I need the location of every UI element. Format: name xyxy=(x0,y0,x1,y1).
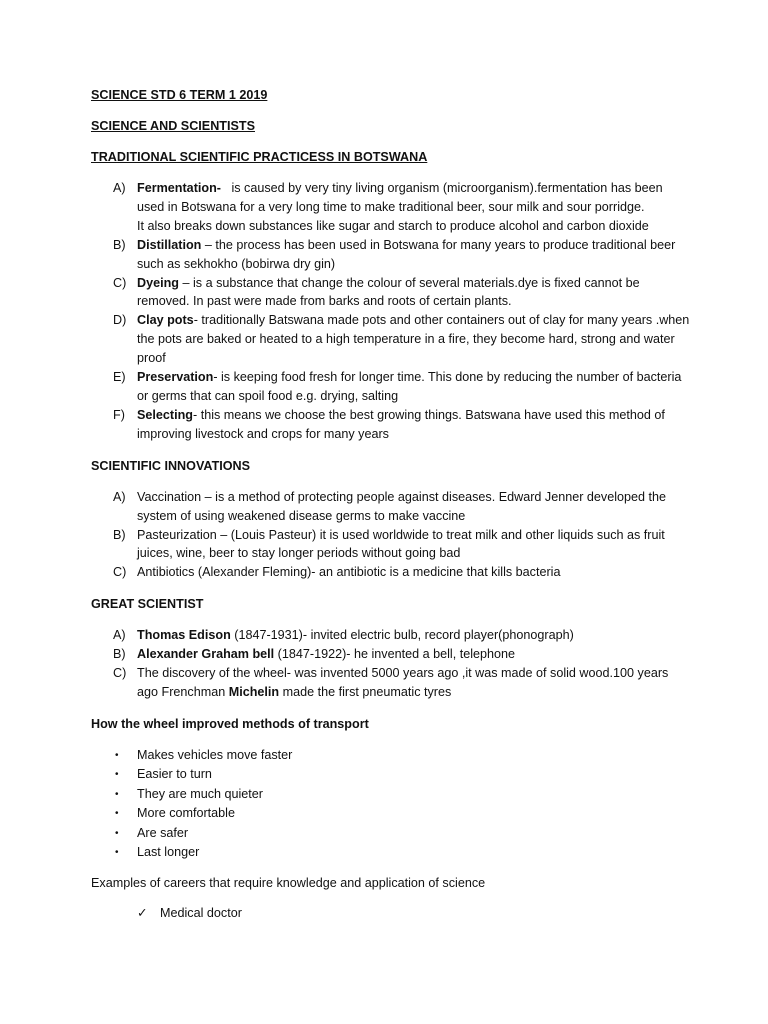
wheel-benefits-list xyxy=(91,746,691,863)
list-item xyxy=(91,904,691,923)
scientists-list xyxy=(91,626,691,702)
list-text: They are much quieter xyxy=(137,786,263,801)
list-item xyxy=(91,488,691,526)
list-text: Pasteurization – (Louis Pasteur) it is used worldwide to treat milk and other liquids such as fruit juices, wine, beer to stay longer periods without going bad xyxy=(137,527,665,561)
definition-extra: It also breaks down substances like sugar and starch to produce alcohol and carbon dioxide xyxy=(137,218,649,233)
list-text: More comfortable xyxy=(137,806,235,821)
list-text: Easier to turn xyxy=(137,767,212,782)
list-text: Last longer xyxy=(137,845,200,860)
term: Preservation xyxy=(137,370,214,385)
list-item xyxy=(91,236,691,274)
list-text: Vaccination – is a method of protecting people against diseases. Edward Jenner developed the system of using weakened disease germs to make vaccine xyxy=(137,489,667,523)
definition: - this means we choose the best growing things. Batswana have used this method of improving livestock and crops for many years xyxy=(137,407,665,441)
scientist-name: Michelin xyxy=(228,684,280,699)
term: Clay pots xyxy=(137,313,194,328)
checkmark-icon: ✓ xyxy=(137,905,148,920)
section-heading-scientists: GREAT SCIENTIST xyxy=(91,597,204,612)
bullet-icon: • xyxy=(115,788,119,800)
list-item xyxy=(91,311,691,368)
bullet-icon: • xyxy=(115,827,119,839)
list-marker: B) xyxy=(113,237,126,252)
document-subtitle: SCIENCE AND SCIENTISTS xyxy=(91,119,255,133)
list-text: The discovery of the wheel- was invented 5000 years ago ,it was made of solid wood.100 years ago Frenchman xyxy=(137,666,669,699)
term: Distillation xyxy=(137,237,202,252)
term: Fermentation- xyxy=(137,181,221,195)
careers-list xyxy=(91,904,691,923)
list-item xyxy=(91,804,691,824)
traditional-practices-list xyxy=(91,179,691,444)
list-marker: D) xyxy=(113,313,127,328)
definition: – is a substance that change the colour of several materials.dye is fixed cannot be removed. In past were made from barks and roots of certain plants. xyxy=(137,275,640,309)
list-text: made the first pneumatic tyres xyxy=(279,684,452,699)
section-heading-traditional: TRADITIONAL SCIENTIFIC PRACTICESS IN BOTSWANA xyxy=(91,150,428,164)
definition: - is keeping food fresh for longer time. This done by reducing the number of bacteria or germs that can spoil food e.g. drying, salting xyxy=(137,370,682,403)
list-item xyxy=(91,843,691,863)
bullet-icon: • xyxy=(115,847,119,859)
list-marker: A) xyxy=(113,181,126,195)
list-text: Medical doctor xyxy=(160,905,242,920)
document-page xyxy=(91,86,691,923)
list-item xyxy=(91,645,691,664)
list-text: (1847-1922)- he invented a bell, telephone xyxy=(274,647,516,662)
list-marker: C) xyxy=(113,275,127,290)
scientist-name: Thomas Edison xyxy=(137,628,231,643)
list-item xyxy=(91,563,691,582)
list-marker: A) xyxy=(113,628,126,643)
section-heading-innovations: SCIENTIFIC INNOVATIONS xyxy=(91,458,251,473)
definition: is caused by very tiny living organism (microorganism).fermentation has been used in Botswana for a very long time to make traditional beer, sour milk and sour porridge. xyxy=(137,181,667,214)
list-item xyxy=(91,626,691,645)
list-item xyxy=(91,785,691,805)
list-item xyxy=(91,179,691,236)
definition: – the process has been used in Botswana for many years to produce traditional beer such as sekhokho (bobirwa dry gin) xyxy=(137,237,676,271)
list-marker: B) xyxy=(113,527,126,542)
term: Selecting xyxy=(137,407,193,422)
list-marker: C) xyxy=(113,666,127,681)
definition: - traditionally Batswana made pots and other containers out of clay for many years .when the pots are baked or heated to a high temperature in a fire, they become hard, strong and water proof xyxy=(137,313,690,366)
list-item xyxy=(91,406,691,444)
list-item xyxy=(91,664,691,702)
list-item xyxy=(91,824,691,844)
bullet-icon: • xyxy=(115,749,119,761)
list-marker: E) xyxy=(113,370,126,385)
list-text: Are safer xyxy=(137,825,189,840)
list-marker: A) xyxy=(113,489,126,504)
bullet-icon: • xyxy=(115,769,119,781)
list-marker: B) xyxy=(113,647,126,662)
careers-intro: Examples of careers that require knowledge and application of science xyxy=(91,875,486,890)
innovations-list xyxy=(91,488,691,583)
section-heading-wheel: How the wheel improved methods of transport xyxy=(91,716,369,731)
list-item xyxy=(91,368,691,406)
list-item xyxy=(91,765,691,785)
list-marker: C) xyxy=(113,565,127,580)
term: Dyeing xyxy=(137,275,179,290)
bullet-icon: • xyxy=(115,808,119,820)
list-text: Antibiotics (Alexander Fleming)- an antibiotic is a medicine that kills bacteria xyxy=(137,565,561,580)
list-text: (1847-1931)- invited electric bulb, record player(phonograph) xyxy=(230,628,574,643)
list-marker: F) xyxy=(113,407,125,422)
document-title: SCIENCE STD 6 TERM 1 2019 xyxy=(91,88,268,102)
list-text: Makes vehicles move faster xyxy=(137,747,293,762)
scientist-name: Alexander Graham bell xyxy=(137,647,275,662)
list-item xyxy=(91,746,691,766)
list-item xyxy=(91,526,691,564)
list-item xyxy=(91,274,691,312)
